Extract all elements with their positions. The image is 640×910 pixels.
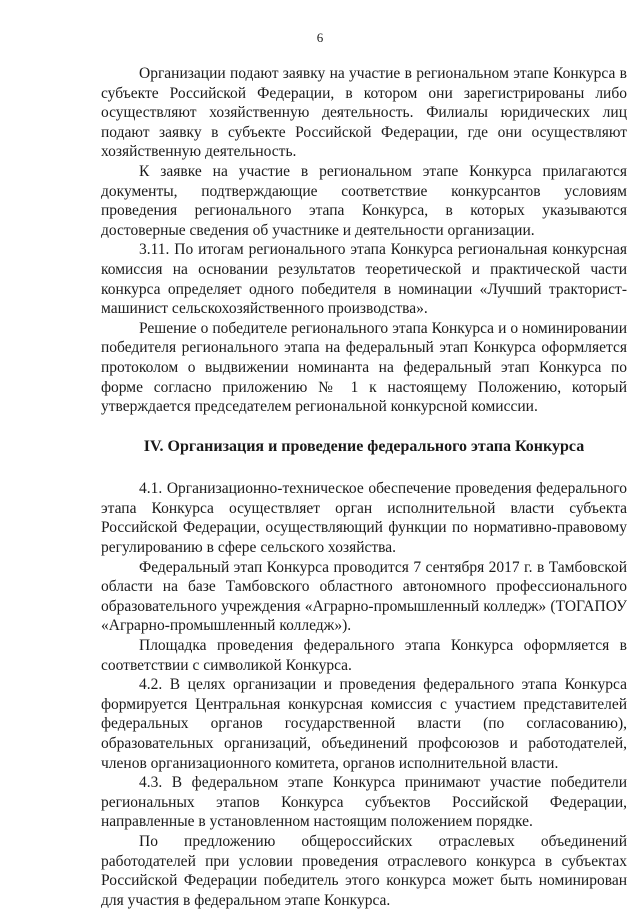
paragraph-3-11-regional-results: 3.11. По итогам регионального этапа Конкурса региональная конкурсная комиссия на основании результатов теоретической и практической части конкурса определяет одного победителя в номинации «Лучший тракторист-машинист сельскохозяйственного производства». [101,241,627,318]
paragraph-winner-decision: Решение о победителе регионального этапа Конкурса и о номинировании победителя регионального этапа на федеральный этап Конкурса оформляется протоколом о выдвижении номинанта на федеральный этап Конкурса по форме согласно приложению № 1 к настоящему Положению, который утверждается председателем региональной конкурсной комиссии. [101,319,627,416]
section-heading: IV. Организация и проведение федерального этапа Конкурса [143,437,585,455]
page-number: 6 [316,30,324,45]
document-body [101,64,627,910]
paragraph-4-1-organization: 4.1. Организационно-техническое обеспечение проведения федерального этапа Конкурса осуществляет орган исполнительной власти субъекта Российской Федерации, осуществляющий функции по нормативно-правовому регулированию в сфере сельского хозяйства. [101,480,627,557]
paragraph-application-documents: К заявке на участие в региональном этапе Конкурса прилагаются документы, подтверждающие соответствие конкурсантов условиям проведения регионального этапа Конкурса, в которых указываются достоверные сведения об участнике и деятельности организации. [101,162,627,239]
paragraph-venue-symbols: Площадка проведения федерального этапа Конкурса оформляется в соответствии с символикой Конкурса. [101,637,627,674]
paragraph-application-submission: Организации подают заявку на участие в региональном этапе Конкурса в субъекте Российской Федерации, в котором они зарегистрированы либо осуществляют хозяйственную деятельность. Филиалы юридических лиц подают заявку в субъекте Российской Федерации, где они осуществляют хозяйственную деятельность. [101,65,627,161]
paragraph-federal-stage-date: Федеральный этап Конкурса проводится 7 сентября 2017 г. в Тамбовской области на базе Тамбовского областного автономного профессионального образовательного учреждения «Аграрно-промышленный колледж» (ТОГАПОУ «Аграрно-промышленный колледж»). [101,558,627,635]
paragraph-4-3-participants: 4.3. В федеральном этапе Конкурса принимают участие победители региональных этапов Конкурса субъектов Российской Федерации, направленные в установленном настоящим положением порядке. [101,774,627,831]
paragraph-4-2-central-commission: 4.2. В целях организации и проведения федерального этапа Конкурса формируется Центральная конкурсная комиссия с участием представителей федеральных органов государственной власти (по согласованию), образовательных организаций, объединений профсоюзов и работодателей, членов организационного комитета, органов исполнительной власти. [101,676,627,772]
paragraph-industry-nomination: По предложению общероссийских отраслевых объединений работодателей при условии проведения отраслевого конкурса в субъектах Российской Федерации победитель этого конкурса может быть номинирован для участия в федеральном этапе Конкурса. [101,832,627,909]
